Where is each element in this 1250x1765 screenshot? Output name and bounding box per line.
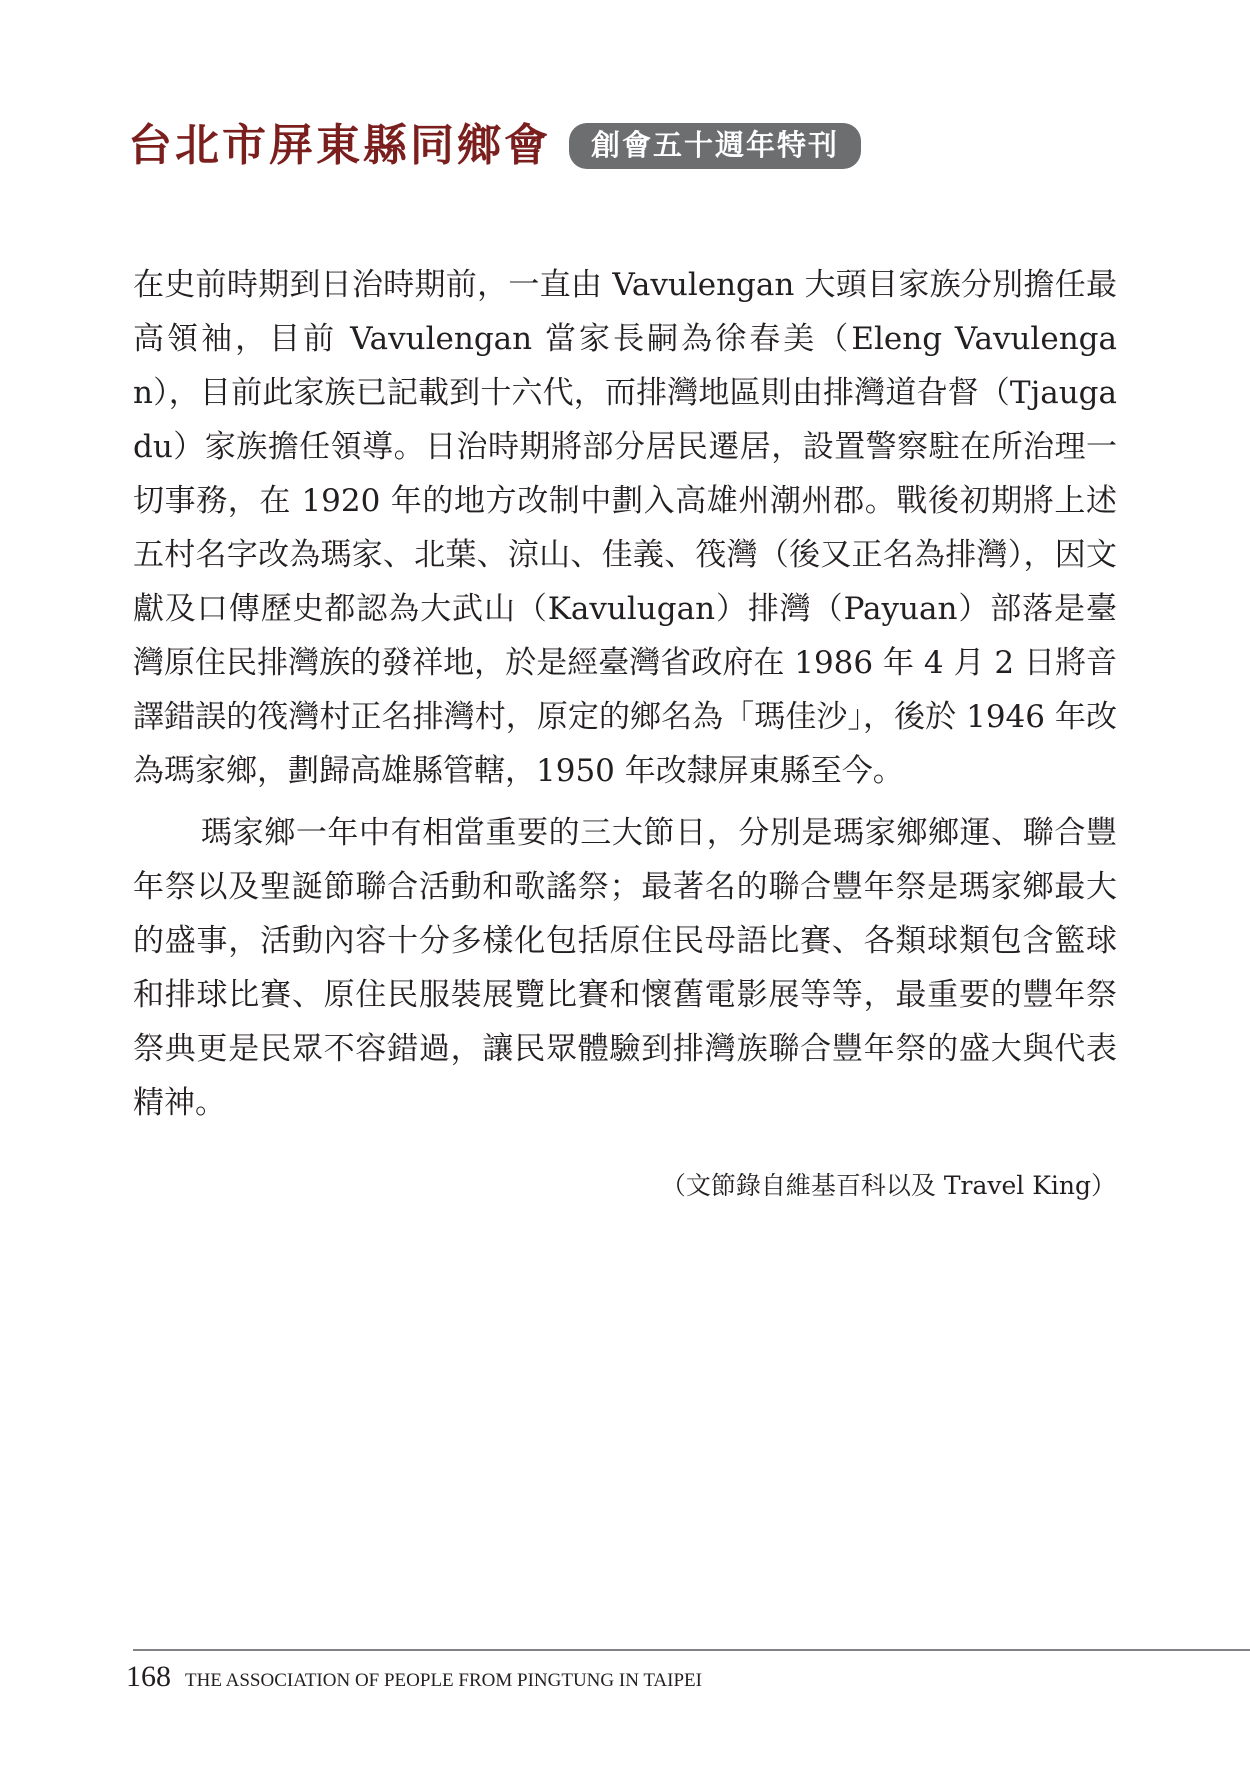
page-footer [126, 1660, 702, 1694]
page-number: 168 [126, 1660, 171, 1693]
source-citation: （文節錄自維基百科以及 Travel King） [660, 1171, 1116, 1200]
anniversary-badge: 創會五十週年特刊 [569, 123, 861, 170]
paragraph-history: 在史前時期到日治時期前，一直由 Vavulengan 大頭目家族分別擔任最高領袖，目前 Vavulengan 當家長嗣為徐春美（Eleng Vavulengan），目前此家族已記載到十六代，而排灣地區則由排灣道旮督（Tjaugadu）家族擔任領導。日治時期將部分居民遷居，設置警察駐在所治理一切事務，在 1920 年的地方改制中劃入高雄州潮州郡。戰後初期將上述五村名字改為瑪家、北葉、涼山、佳義、筏灣（後又正名為排灣），因文獻及口傳歷史都認為大武山（Kavulugan）排灣（Payuan）部落是臺灣原住民排灣族的發祥地，於是經臺灣省政府在 1986 年 4 月 2 日將音譯錯誤的筏灣村正名排灣村，原定的鄉名為「瑪佳沙」，後於 1946 年改為瑪家鄉，劃歸高雄縣管轄，1950 年改隸屏東縣至今。 [133, 267, 1117, 789]
footer-divider [133, 1649, 1250, 1651]
article-body [133, 258, 1117, 1130]
page-header [128, 116, 861, 176]
organization-title: 台北市屏東縣同鄉會 [128, 120, 551, 171]
paragraph-festivals: 瑪家鄉一年中有相當重要的三大節日，分別是瑪家鄉鄉運、聯合豐年祭以及聖誕節聯合活動和歌謠祭；最著名的聯合豐年祭是瑪家鄉最大的盛事，活動內容十分多樣化包括原住民母語比賽、各類球類包含籃球和排球比賽、原住民服裝展覽比賽和懷舊電影展等等，最重要的豐年祭祭典更是民眾不容錯過，讓民眾體驗到排灣族聯合豐年祭的盛大與代表精神。 [133, 815, 1117, 1121]
footer-association-name: THE ASSOCIATION OF PEOPLE FROM PINGTUNG IN TAIPEI [185, 1670, 702, 1691]
